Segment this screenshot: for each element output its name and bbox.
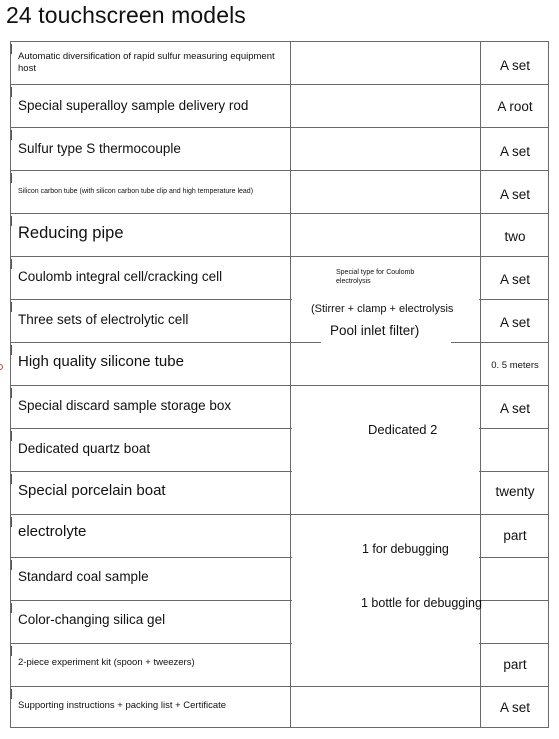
item-unit: 0. 5 meters bbox=[491, 359, 539, 371]
item-name: Special discard sample storage box bbox=[18, 397, 232, 413]
item-unit: A set bbox=[499, 699, 531, 715]
row-tick bbox=[11, 560, 12, 570]
line-gap bbox=[292, 641, 479, 645]
item-unit: twenty bbox=[495, 483, 535, 499]
row-tick bbox=[11, 517, 12, 527]
row-tick bbox=[11, 216, 12, 226]
item-unit: part bbox=[503, 656, 527, 672]
item-name: Three sets of electrolytic cell bbox=[18, 311, 189, 327]
item-unit: part bbox=[503, 527, 527, 543]
item-name: High quality silicone tube bbox=[18, 352, 184, 370]
line-gap bbox=[321, 340, 451, 344]
item-name: Reducing pipe bbox=[18, 223, 124, 242]
item-unit bbox=[481, 557, 549, 599]
item-name: Special superalloy sample delivery rod bbox=[18, 97, 249, 113]
note-bottle-debugging: 1 bottle for debugging bbox=[361, 596, 482, 610]
row-tick bbox=[11, 259, 12, 269]
item-name: Sulfur type S thermocouple bbox=[18, 140, 181, 156]
line-gap bbox=[292, 469, 479, 473]
item-unit: A set bbox=[499, 143, 531, 159]
row-tick bbox=[11, 87, 12, 97]
note-dedicated-2: Dedicated 2 bbox=[368, 422, 438, 437]
item-unit: A set bbox=[499, 400, 531, 416]
item-unit: A set bbox=[499, 314, 531, 330]
item-name: Silicon carbon tube (with silicon carbon tube clip and high temperature lead) bbox=[18, 187, 254, 195]
item-table bbox=[10, 41, 549, 728]
item-name: Dedicated quartz boat bbox=[18, 440, 151, 456]
item-unit: A set bbox=[499, 57, 531, 73]
item-name: Automatic diversification of rapid sulfur measuring equipment host bbox=[18, 51, 275, 74]
line-gap bbox=[292, 297, 479, 301]
row-tick bbox=[11, 345, 12, 355]
row-tick bbox=[11, 173, 12, 183]
row-tick bbox=[11, 44, 12, 54]
note-pool-inlet: Pool inlet filter) bbox=[330, 323, 420, 338]
row-tick bbox=[11, 302, 12, 312]
item-name: Supporting instructions + packing list + Certificate bbox=[18, 700, 227, 712]
note-debugging: 1 for debugging bbox=[362, 542, 449, 556]
item-name: Standard coal sample bbox=[18, 568, 149, 584]
item-name: Coulomb integral cell/cracking cell bbox=[18, 268, 223, 284]
item-unit: A set bbox=[499, 186, 531, 202]
item-unit: A root bbox=[497, 98, 533, 114]
item-name: 2-piece experiment kit (spoon + tweezers) bbox=[18, 657, 195, 669]
red-margin-mark bbox=[0, 364, 3, 370]
note-coulomb: Special type for Coulomb electrolysis bbox=[336, 269, 415, 286]
row-tick bbox=[11, 130, 12, 140]
page-title: 24 touchscreen models bbox=[6, 2, 246, 28]
row-tick bbox=[11, 431, 12, 441]
row-tick bbox=[11, 474, 12, 484]
row-tick bbox=[11, 689, 12, 699]
item-unit bbox=[481, 428, 549, 470]
item-name: Special porcelain boat bbox=[18, 481, 166, 499]
item-name: electrolyte bbox=[18, 522, 87, 540]
item-unit: two bbox=[504, 228, 526, 244]
item-name: Color-changing silica gel bbox=[18, 611, 166, 627]
row-tick bbox=[11, 388, 12, 398]
item-unit: A set bbox=[499, 271, 531, 287]
item-unit bbox=[481, 600, 549, 642]
row-tick bbox=[11, 603, 12, 613]
note-stirrer: (Stirrer + clamp + electrolysis bbox=[311, 303, 454, 315]
row-tick bbox=[11, 646, 12, 656]
